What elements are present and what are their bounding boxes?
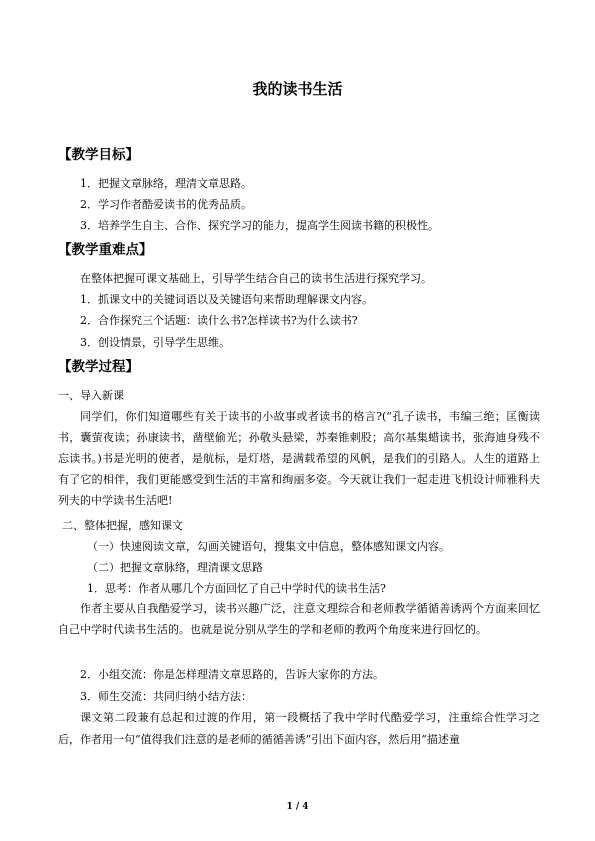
answer-3: 课文第二段兼有总起和过渡的作用，第一段概括了我中学时代酷爱学习，注重综合性学习之后，作者用一句“值得我们注意的是老师的循循善诱”引出下面内容，然后用“描述童: [58, 711, 540, 746]
keypoints-intro: 在整体把握可课文基础上，引导学生结合自己的读书生活进行探究学习。: [80, 272, 432, 285]
goal-item: 1．把握文章脉络，理清文章思路。: [80, 177, 252, 190]
document-title: 我的读书生活: [252, 80, 343, 98]
keypoint-item: 2．合作探究三个话题：读什么书?怎样读书?为什么读书?: [80, 314, 358, 327]
goal-item: 3．培养学生自主、合作、探究学习的能力，提高学生阅读书籍的积极性。: [80, 219, 439, 232]
process-heading: 【教学过程】: [58, 359, 139, 375]
answer-1: 作者主要从自我酷爱学习，读书兴趣广泛，注意文理综合和老师教学循循善诱两个方面来回忆自己中学时代读书生活的。也就是说分别从学生的学和老师的教两个角度来进行回忆的。: [58, 602, 540, 636]
part2-sub2: （二）把握文章脉络，理清课文思路: [87, 561, 263, 574]
question-1: 1．思考：作者从哪几个方面回忆了自己中学时代的读书生活?: [87, 582, 386, 595]
page-number: 1 / 4: [286, 802, 309, 812]
part1-title: 一、导入新课: [58, 389, 124, 402]
goals-heading: 【教学目标】: [58, 147, 139, 163]
part1-paragraph: 同学们，你们知道哪些有关于读书的小故事或者读书的格言?(“孔子读书，韦编三绝；匡衡读书，囊萤夜读；孙康读书，凿壁偷光；孙敬头悬梁，苏秦锥刺股；高尔基集蜡读书，张海迪身残不忘读书。)书是光明的使者，是航标，是灯塔，是满载希望的风帆，是我们的引路人。人生的道路上有了它的相伴，我们更能感受到生活的丰富和绚丽多姿。今天就让我们一起走进飞机设计师雅科夫列夫的中学读书生活吧!: [58, 410, 540, 507]
question-3: 3．师生交流：共同归纳小结方法：: [80, 690, 252, 703]
keypoint-item: 1．抓课文中的关键词语以及关键语句来帮助理解课文内容。: [80, 293, 373, 306]
part2-sub1: （一）快速阅读文章，勾画关键语句，搜集文中信息，整体感知课文内容。: [87, 540, 450, 553]
part2-title: 二、整体把握，感知课文: [62, 519, 183, 532]
keypoint-item: 3．创设情景，引导学生思维。: [80, 336, 230, 349]
keypoints-heading: 【教学重难点】: [58, 242, 153, 258]
question-2: 2．小组交流：你是怎样理清文章思路的，告诉大家你的方法。: [80, 668, 384, 681]
goal-item: 2．学习作者酷爱读书的优秀品质。: [80, 198, 252, 211]
